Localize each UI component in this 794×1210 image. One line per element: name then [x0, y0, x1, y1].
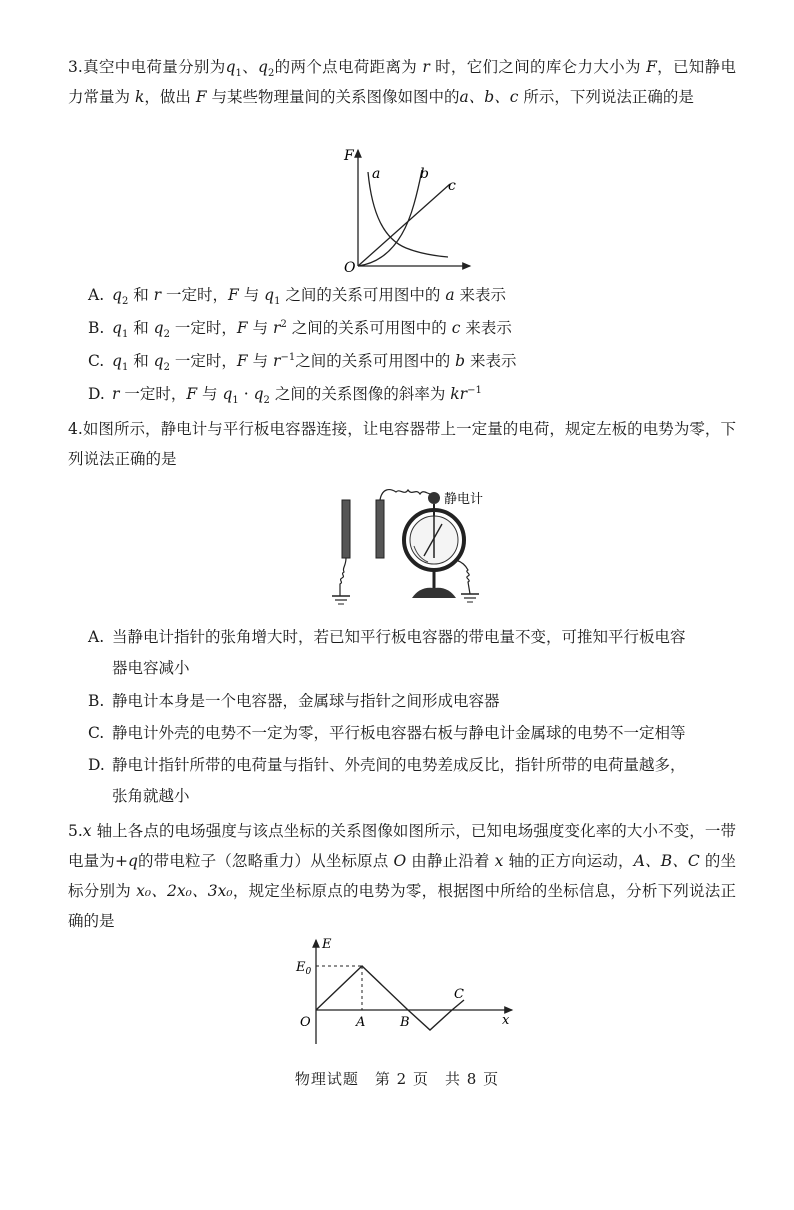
t: 与 — [247, 319, 274, 337]
left-wire — [340, 558, 346, 596]
point-A: A — [356, 1015, 366, 1030]
q3-option-c[interactable] — [88, 346, 738, 376]
left-plate — [342, 500, 350, 558]
curve-b-label: b — [420, 166, 429, 182]
t: 来表示 — [460, 319, 512, 337]
stem-text: ，做出 — [144, 88, 191, 106]
stem-text: 的带电粒子（忽略重力）从坐标原点 — [137, 852, 394, 870]
question-5-stem — [68, 816, 736, 936]
t: 与 — [238, 286, 265, 304]
t: 一定时， — [169, 352, 237, 370]
stem-text: 如图所示，静电计与平行板电容器连接，让电容器带上一定量的电荷，规定左板的电势为零，下列说法正确的是 — [68, 420, 736, 468]
t: q — [153, 319, 164, 337]
metal-ball — [428, 492, 440, 504]
t: 来表示 — [465, 352, 517, 370]
q5-graph — [294, 934, 520, 1050]
question-4 — [68, 414, 736, 474]
sub: 1 — [121, 362, 129, 374]
electrometer-label: 静电计 — [444, 492, 484, 507]
t: 与 — [247, 352, 274, 370]
var-x: x — [494, 852, 504, 870]
stem-text: 时，它们之间的库仑力大小为 — [435, 58, 641, 76]
origin-label: O — [300, 1015, 311, 1030]
t: q — [264, 286, 275, 304]
option-label: B. — [88, 319, 105, 337]
t: 一定时， — [161, 286, 229, 304]
q4-option-b[interactable] — [88, 686, 738, 716]
stem-text: 的两个点电荷距离为 — [274, 58, 418, 76]
stem-text: 轴的正方向运动， — [503, 852, 634, 870]
stem-text: 由静止沿着 — [406, 852, 495, 870]
sub: 1 — [235, 68, 242, 80]
q3-option-a[interactable] — [88, 280, 738, 310]
t: F — [236, 352, 248, 370]
q4-option-c[interactable] — [88, 718, 738, 748]
var-q1: q — [225, 58, 236, 76]
sub: 2 — [121, 296, 129, 308]
t: b — [455, 352, 466, 370]
page-footer: 物理试题 第 2 页 共 8 页 — [294, 1070, 500, 1088]
q4-option-d[interactable] — [88, 750, 738, 780]
right-plate — [376, 500, 384, 558]
t: 来表示 — [454, 286, 507, 304]
q3-option-b[interactable] — [88, 313, 738, 343]
option-label: A. — [88, 286, 105, 304]
q3-graph — [336, 144, 476, 274]
sub: 1 — [121, 329, 129, 341]
t: 和 — [128, 286, 154, 304]
curve-a-label: a — [372, 166, 381, 182]
sub: 1 — [274, 296, 281, 308]
t: c — [451, 319, 461, 337]
question-number: 5. — [68, 822, 83, 840]
question-5 — [68, 816, 736, 936]
electrometer-figure — [328, 484, 498, 608]
charge: +q — [114, 852, 138, 870]
t: kr — [450, 385, 468, 403]
stem-text: 的坐标分别为 — [68, 852, 736, 900]
t: q — [112, 319, 122, 337]
e0-label — [295, 960, 312, 977]
option-text: 器电容减小 — [112, 659, 190, 677]
t: q — [222, 385, 233, 403]
t: q — [112, 286, 122, 304]
t: r — [153, 286, 162, 304]
point-B: B — [400, 1015, 410, 1030]
var-O: O — [393, 852, 407, 870]
q4-option-a[interactable] — [88, 622, 738, 652]
t: 和 — [128, 319, 154, 337]
q4-option-d-cont — [112, 781, 738, 811]
option-text: 张角就越小 — [112, 787, 190, 805]
e0-sub: 0 — [305, 967, 312, 977]
option-label: B. — [88, 692, 105, 710]
curve-c-label: c — [448, 178, 456, 194]
question-3-stem — [68, 52, 736, 112]
sub: 2 — [267, 68, 275, 80]
sep: 、 — [241, 58, 259, 76]
sup: 2 — [280, 318, 287, 330]
var-x: x — [82, 822, 92, 840]
option-label: A. — [88, 628, 105, 646]
curve-a — [368, 172, 448, 257]
t: F — [186, 385, 198, 403]
origin-label: O — [344, 260, 356, 274]
var-F: F — [646, 58, 657, 76]
var-r: r — [422, 58, 430, 76]
t: F — [228, 286, 239, 304]
top-wire — [380, 490, 434, 500]
t: q — [112, 352, 122, 370]
t: r — [273, 319, 281, 337]
t: q — [153, 352, 164, 370]
sub: 2 — [263, 395, 270, 407]
option-text: 当静电计指针的张角增大时，若已知平行板电容器的带电量不变，可推知平行板电容 — [112, 628, 686, 646]
axis-label-E: E — [322, 937, 332, 952]
option-text: 静电计本身是一个电容器，金属球与指针之间形成电容器 — [112, 692, 500, 710]
question-number: 4. — [68, 420, 83, 438]
t: 之间的关系可用图中的 — [280, 286, 446, 304]
t: F — [236, 319, 248, 337]
t: 与 — [197, 385, 223, 403]
t: 一定时， — [119, 385, 187, 403]
stem-text: ，已知静电力常量为 — [68, 58, 736, 106]
question-4-stem — [68, 414, 736, 474]
t: a — [445, 286, 455, 304]
points: A、B、C — [633, 852, 700, 870]
var-k: k — [134, 88, 145, 106]
var-q2: q — [258, 58, 268, 76]
e0-main: E — [296, 960, 306, 975]
base — [412, 588, 456, 598]
curve-labels: a、b、c — [459, 88, 519, 106]
stem-text: 所示，下列说法正确的是 — [523, 88, 694, 106]
coords: x₀、2x₀、3x₀ — [136, 882, 233, 900]
question-number: 3. — [68, 58, 83, 76]
q3-option-d[interactable] — [88, 379, 738, 409]
t: 之间的关系可用图中的 — [295, 352, 456, 370]
t: 之间的关系可用图中的 — [286, 319, 452, 337]
sup: −1 — [280, 351, 296, 363]
option-text: 静电计指针所带的电荷量与指针、外壳间的电势差成反比，指针所带的电荷量越多， — [112, 756, 686, 774]
t: 之间的关系图像的斜率为 — [269, 385, 451, 403]
q4-option-a-cont — [112, 653, 738, 683]
field-line — [316, 966, 464, 1030]
sub: 1 — [232, 395, 239, 407]
option-label: D. — [88, 756, 105, 774]
sub: 2 — [163, 329, 170, 341]
t: 和 — [128, 352, 154, 370]
stem-text: 真空中电荷量分别为 — [82, 58, 226, 76]
stem-text: ，规定坐标原点的电势为零，根据图中所给的坐标信息，分析下列说法正确的是 — [68, 882, 736, 930]
option-label: D. — [88, 385, 105, 403]
option-text: 静电计外壳的电势不一定为零，平行板电容器右板与静电计金属球的电势不一定相等 — [112, 724, 686, 742]
t: q — [253, 385, 264, 403]
case-wire — [456, 560, 470, 594]
point-C: C — [454, 987, 464, 1002]
t: r — [112, 385, 120, 403]
option-label: C. — [88, 724, 105, 742]
axis-label-F: F — [344, 148, 354, 164]
stem-text: 轴上各点的电场强度与该点坐标的关系图像如图所示，已知电场强度变化率的大小不变，一带电量为 — [68, 822, 736, 870]
option-label: C. — [88, 352, 105, 370]
t: 一定时， — [169, 319, 237, 337]
axis-label-x: x — [502, 1013, 510, 1028]
sup: −1 — [467, 384, 482, 396]
stem-text: 与某些物理量间的关系图像如图中的 — [211, 88, 460, 106]
t: · — [238, 385, 254, 403]
question-3 — [68, 52, 736, 112]
t: r — [273, 352, 281, 370]
var-F: F — [195, 88, 207, 106]
sub: 2 — [163, 362, 170, 374]
